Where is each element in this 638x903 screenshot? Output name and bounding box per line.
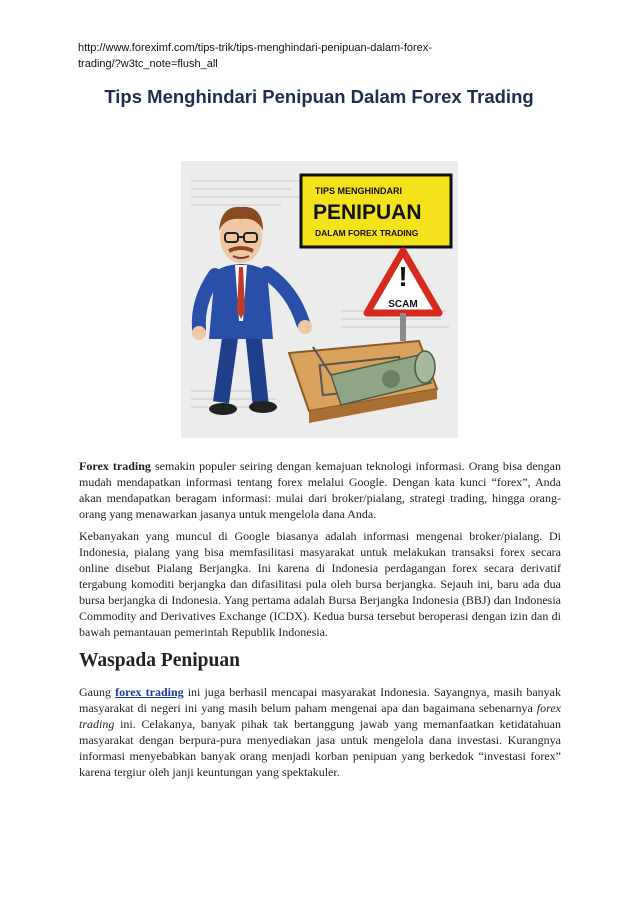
sign-line-1: TIPS MENGHINDARI [315,186,403,196]
article-illustration [181,161,458,438]
paragraph-waspada [79,684,561,780]
paragraph-waspada-prefix: Gaung [79,685,116,699]
paragraph-waspada-suffix: ini. Celakanya, banyak pihak tak bertanggung jawab yang memanfaatkan ketidatahuan masyarakat dengan berpura-pura menyediakan jasa untuk mengelola dana investasi. Kurangnya informasi menyebabkan banyak orang menjadi korban penipuan yang berkedok “investasi forex” karena tergiur oleh janji keuntungan yang spektakuler. [79,717,561,779]
section-heading: Waspada Penipuan [79,650,240,671]
source-url [78,40,548,72]
sign-line-3: DALAM FOREX TRADING [315,228,419,238]
term-forex-trading: Forex trading [79,459,151,473]
title-sign [301,175,451,247]
source-url-line-2: trading/?w3tc_note=flush_all [78,58,218,70]
warning-text: SCAM [388,299,418,310]
source-url-line-1: http://www.foreximf.com/tips-trik/tips-menghindari-penipuan-dalam-forex- [78,42,432,54]
warning-symbol: ! [398,261,408,292]
paragraph-brokers-text: Kebanyakan yang muncul di Google biasanya adalah informasi mengenai broker/pialang. Di Indonesia, pialang yang bisa memfasilitasi masyarakat untuk melakukan transaksi forex secara online disebut Pialang Berjangka. Ini karena di Indonesia perdagangan forex secara derivatif tergabung komoditi berjangka dan difasilitasi pula oleh bursa berjangka. Sejauh ini, baru ada dua bursa berjangka di Indonesia. Yang pertama adalah Bursa Berjangka Indonesia (BBJ) dan Indonesia Commodity and Derivatives Exchange (ICDX). Kedua bursa tersebut beroperasi dengan izin dan di bawah pemantauan pemerintah Republik Indonesia. [79,529,561,639]
document-title: Tips Menghindari Penipuan Dalam Forex Trading [104,86,534,107]
paragraph-intro [79,458,561,522]
paragraph-intro-text: semakin populer seiring dengan kemajuan teknologi informasi. Orang bisa dengan mudah mendapatkan informasi tentang forex melalui Google. Dengan kata kunci “forex”, Anda akan mendapatkan beragam informasi: mulai dari broker/pialang, strategi trading, hingga orang-orang yang menawarkan jasanya untuk mengelola dana Anda. [79,459,561,521]
paragraph-waspada-middle: ini juga berhasil mencapai masyarakat Indonesia. Sayangnya, masih banyak masyarakat di negeri ini yang masih belum paham mengenai apa dan bagaimana sebenarnya [79,685,562,715]
forex-trading-link[interactable]: forex trading [115,685,184,699]
paragraph-brokers [79,528,561,640]
sign-line-2: PENIPUAN [313,201,422,224]
forex-trading-italic: forex trading [79,701,561,731]
